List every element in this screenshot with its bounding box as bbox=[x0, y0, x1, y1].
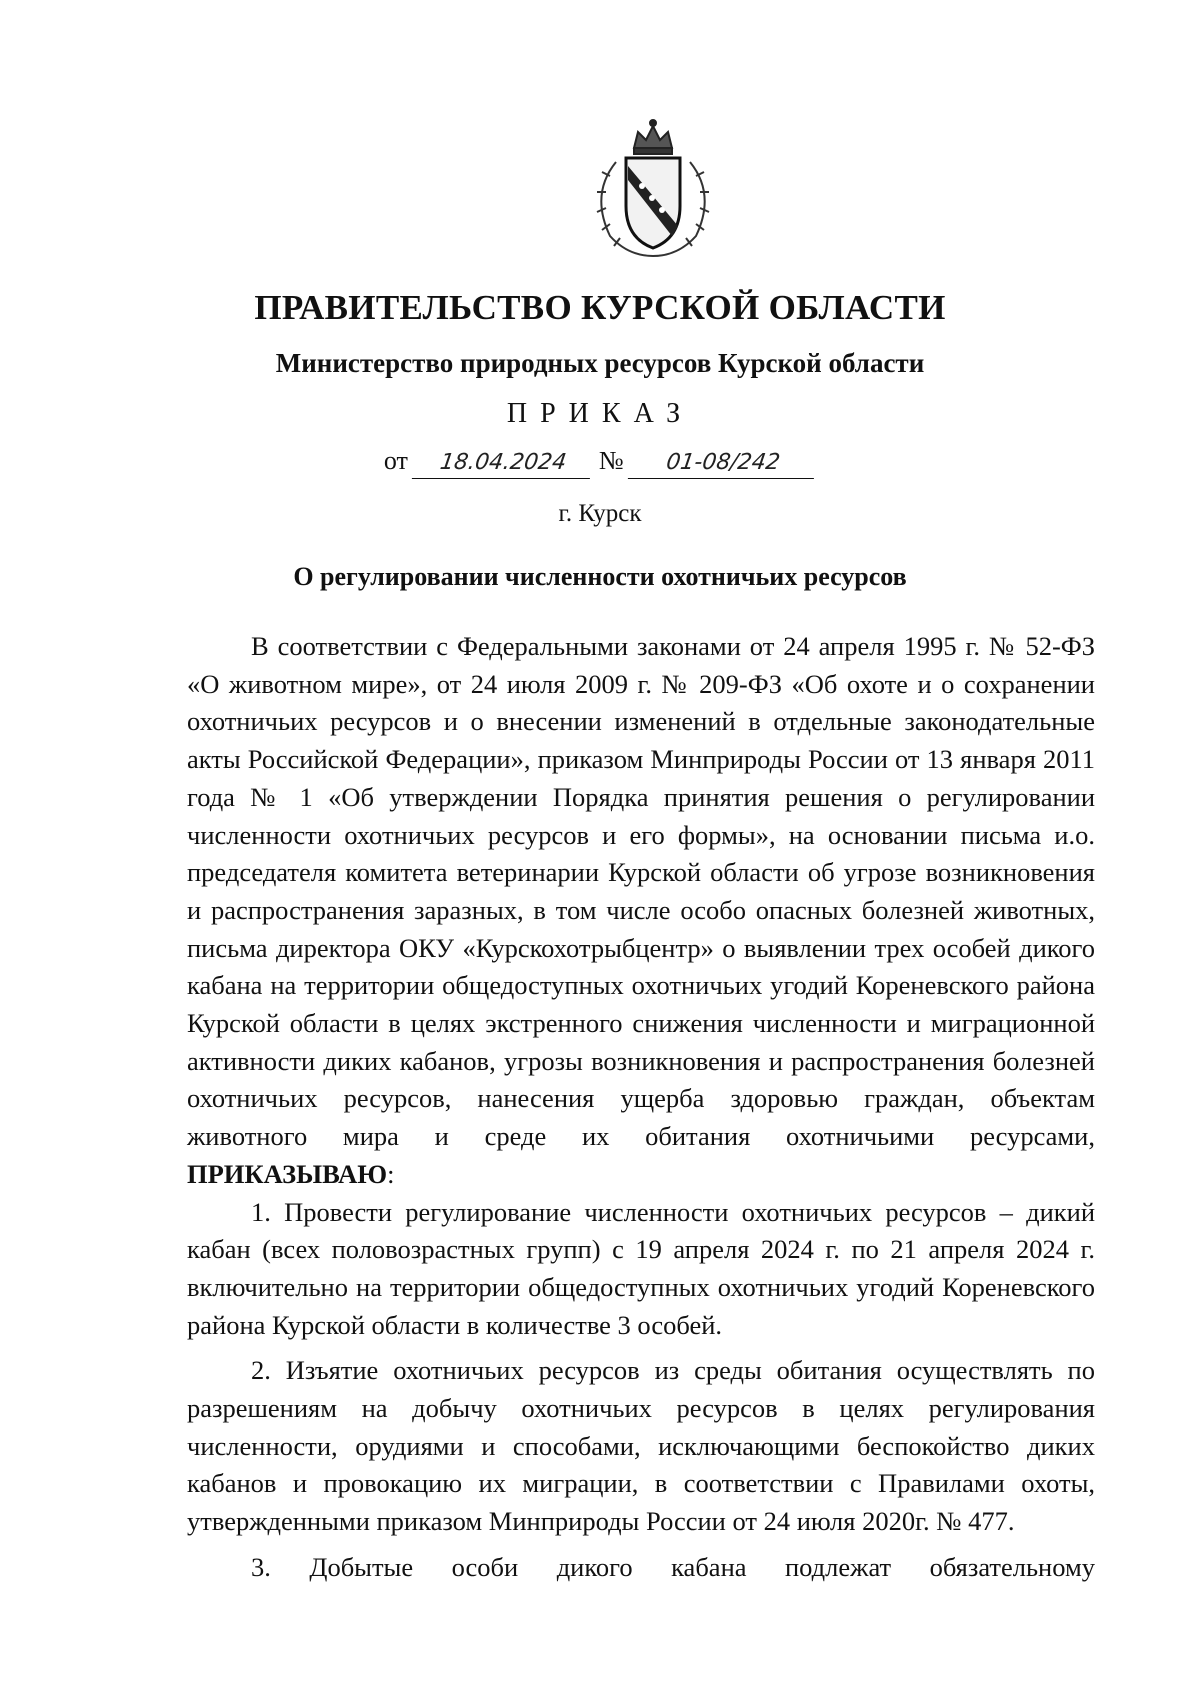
order-date: 18.04.2024 bbox=[412, 448, 594, 479]
coat-of-arms-emblem bbox=[576, 114, 730, 264]
document-body bbox=[187, 628, 1095, 1587]
document-type: ПРИКАЗ bbox=[506, 398, 694, 429]
order-item-1: 1. Провести регулирование численности охотничьих ресурсов – дикий кабан (всех половозрастных групп) с 19 апреля 2024 г. по 21 апреля 2024 г. включительно на территории общедоступных охотничьих угодий Кореневского района Курской области в количестве 3 особей. bbox=[187, 1196, 1095, 1340]
preamble-text: В соответствии с Федеральными законами от 24 апреля 1995 г. № 52-ФЗ «О животном мире», от 24 июля 2009 г. № 209-ФЗ «Об охоте и о сохранении охотничьих ресурсов и о внесении изменений в отдельные законодательные акты Российской Федерации», приказом Минприроды России от 13 января 2011 года № 1 «Об утверждении Порядка принятия решения о регулировании численности охотничьих ресурсов и его формы», на основании письма и.о. председателя комитета ветеринарии Курской области об угрозе возникновения и распространения заразных, в том числе особо опасных болезней животных, письма директора ОКУ «Курскохотрыбцентр» о выявлении трех особей дикого кабана на территории общедоступных охотничьих угодий Кореневского района Курской области в целях экстренного снижения численности и миграционной активности диких кабанов, угрозы возникновения и распространения болезней охотничьих ресурсов, нанесения ущерба здоровью граждан, объектам животного мира и среде их обитания охотничьими ресурсами, bbox=[187, 631, 1095, 1152]
order-item-3: 3. Добытые особи дикого кабана подлежат обязательному bbox=[251, 1551, 1095, 1582]
document-subject: О регулировании численности охотничьих ресурсов bbox=[293, 562, 907, 591]
order-word: ПРИКАЗЫВАЮ bbox=[187, 1158, 388, 1189]
preamble-paragraph bbox=[187, 628, 1095, 1194]
date-prefix: от bbox=[383, 446, 408, 475]
order-number: 01-08/242 bbox=[628, 448, 818, 479]
number-prefix: № bbox=[598, 446, 624, 475]
government-title: ПРАВИТЕЛЬСТВО КУРСКОЙ ОБЛАСТИ bbox=[254, 288, 946, 327]
order-item-2: 2. Изъятие охотничьих ресурсов из среды обитания осуществлять по разрешениям на добычу охотничьих ресурсов в целях регулирования численности, орудиями и способами, исключающими беспокойство диких кабанов и провокацию их миграции, в соответствии с Правилами охоты, утвержденными приказом Минприроды России от 24 июля 2020г. № 477. bbox=[187, 1355, 1095, 1537]
order-punct: : bbox=[387, 1158, 395, 1189]
city: г. Курск bbox=[558, 500, 642, 527]
order-date-number-line bbox=[0, 446, 1200, 479]
ministry-name: Министерство природных ресурсов Курской области bbox=[275, 348, 925, 378]
